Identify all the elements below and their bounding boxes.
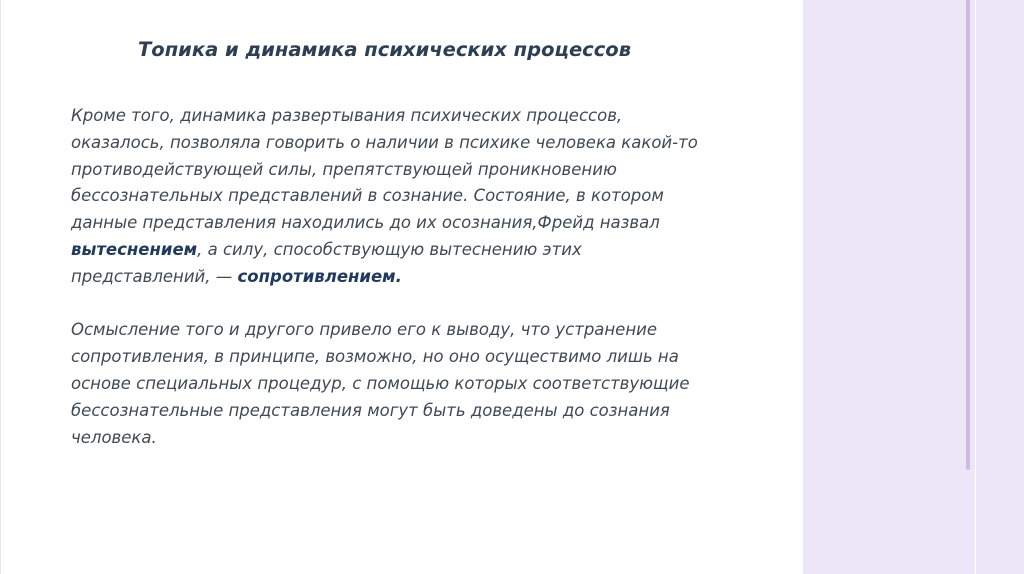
text-line: бессознательных представлений в сознание. Состояние, в котором <box>71 186 664 206</box>
text-line: оказалось, позволяла говорить о наличии в психике человека какой-то <box>71 132 698 152</box>
text-line: противодействующей силы, препятствующей проникновению <box>71 159 617 179</box>
text-line: Кроме того, динамика развертывания психических процессов, <box>71 106 623 125</box>
term-repression: вытеснением <box>71 239 198 259</box>
paragraph-2 <box>71 317 796 451</box>
text-line: данные представления находились до их осознания,Фрейд назвал <box>71 213 660 233</box>
text-line: сопротивления, в принципе, возможно, но оно осуществимо лишь на <box>71 347 679 367</box>
text-line: основе специальных процедур, с помощью которых соответствующие <box>71 373 690 393</box>
side-decoration-line <box>966 0 970 470</box>
term-resistance: сопротивлением. <box>237 266 402 286</box>
text-line <box>71 237 796 264</box>
slide-title: Топика и динамика психических процессов <box>138 38 632 61</box>
text-line: человека. <box>71 427 157 447</box>
side-decoration-thin-line <box>975 0 976 574</box>
text-fragment: , а силу, способствующую вытеснению этих <box>197 239 582 259</box>
text-line: Осмысление того и другого привело его к выводу, что устранение <box>71 320 657 340</box>
side-decoration-panel <box>803 0 1024 574</box>
text-fragment: представлений, — <box>71 266 238 286</box>
paragraph-1 <box>71 103 796 291</box>
text-line <box>71 264 796 291</box>
slide-body <box>71 103 796 451</box>
left-edge-line <box>0 0 1 574</box>
text-line: бессознательные представления могут быть доведены до сознания <box>71 400 670 420</box>
